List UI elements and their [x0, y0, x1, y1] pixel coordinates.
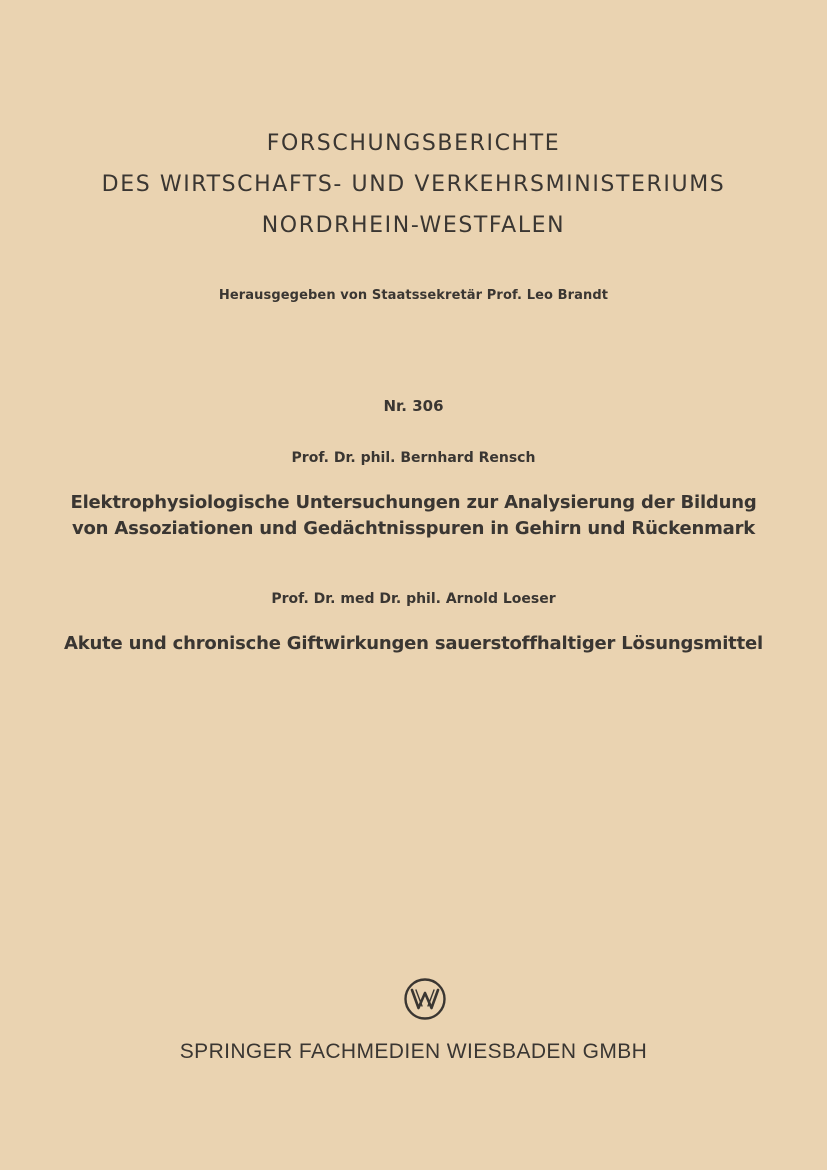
series-title-line-1: FORSCHUNGSBERICHTE: [266, 131, 561, 156]
editor-line: Herausgegeben von Staatssekretär Prof. Leo Brandt: [218, 288, 609, 303]
work-1-title-line-1: Elektrophysiologische Untersuchungen zur Analysierung der Bildung: [70, 492, 757, 513]
series-title-line-2: DES WIRTSCHAFTS- UND VERKEHRSMINISTERIUMS: [101, 172, 726, 197]
author-1: Prof. Dr. phil. Bernhard Rensch: [291, 450, 536, 466]
series-number: Nr. 306: [383, 397, 444, 415]
author-2: Prof. Dr. med Dr. phil. Arnold Loeser: [271, 591, 556, 607]
series-title-line-3: NORDRHEIN-WESTFALEN: [261, 213, 566, 238]
work-2-title: Akute und chronische Giftwirkungen sauerstoffhaltiger Lösungsmittel: [64, 633, 763, 654]
work-1-title-line-2: von Assoziationen und Gedächtnisspuren in Gehirn und Rückenmark: [71, 518, 756, 539]
publisher-name: SPRINGER FACHMEDIEN WIESBADEN GMBH: [179, 1040, 648, 1063]
springer-vieweg-w-logo-icon: [403, 977, 447, 1021]
